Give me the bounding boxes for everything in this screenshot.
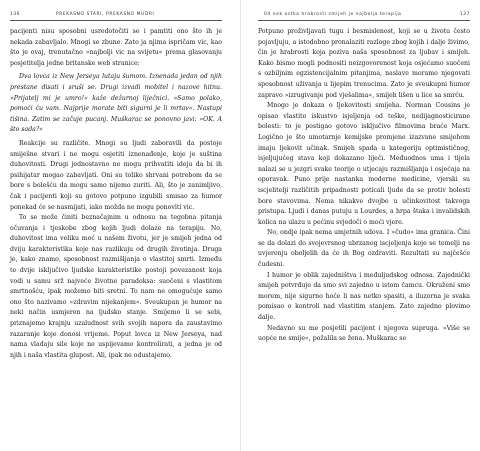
right-page-number: 137 xyxy=(459,12,470,17)
paragraph: Mnogo je dokaza o ljekovitosti smijeha. Norman Cousins je opisao vlastito iskustvo isjeljenja od teške, nedijagnosticirane bolesti: to je postigao gotovo isključivo filmovima braće Marx. Logično je što umotarnje kemijske promjene izazvane smijehom imaju ljekovit učinak. Smijeh spada u kategoriju optimističnog, isjeljujućeg stava koji dokazano liječi. Međuodnos uma i tijela nalazi se u jezgri svake teorije o utjecaju razmišljanja i osjećaja na oporavak. Puno prije nastanka moderne medicine, vjerski su iscjelitelji različitih pripadnosti poticali ljude da se protiv bolesti bore stavovima. Nema nikakve dvojbe u učinkovitost takvoga pristupa. Ljudi i danas putuju u Lourdes, a hrpa štaka i invalidskih kolica na ulazu u pećinu svjedoči o moći vjere. xyxy=(258,102,470,226)
right-running-head: 04 nek ostka hrabrosti smijeh je najbolja terapija xyxy=(264,12,402,17)
gutter xyxy=(240,0,241,451)
paragraph: pacijenti nisu sposobni usredotočiti se i pamtiti ono što ih je nekada zabavljalo. Mnogi se zbune. Zato ja njima ispričam vic, kao što je ovaj, trenutačno »najbolji vic na svijetu« prema glasovanju posjetitelja jedne britanske web stranice: xyxy=(10,28,222,67)
right-page-header xyxy=(258,10,470,21)
right-page-body xyxy=(258,27,470,345)
left-page xyxy=(10,10,222,361)
left-page-body xyxy=(10,27,222,361)
left-page-header xyxy=(10,10,222,21)
paragraph: No, ondje ipak nema umjetnih udova. I »čudo« ima granica. Čini se da dolazi do svojevrsnog ubrzanog iscjeljenja koje se temelji na uvjerenju oboljelih da će ih Bog ozdraviti. Rezultati su najčešće čudesni. xyxy=(258,229,470,269)
paragraph: Nedavno su me posjetili pacijent i njegova supruga. »Više se uopće ne smije«, požalila se žena. Muškarac se xyxy=(258,324,470,343)
paragraph: Reakcije su različite. Mnogi su ljudi zaboravili da postoje smiješne stvari i ne mogu osjetiti iznenađenje, koje je suština duhovitosti. Drugi jednostavno ne mogu prihvatiti ideju da bi ih psihijatar mogao zabavljati. Oni su toliko shrvani potrebom da se bore s bolešću da mogu samo nijemo zuriti. Ali, što je zanimljivo, čak i pacijenti koji su gotovo potpuno izgubili smisao za humor ponekad će se nasmijati, iako možda ne mogu ponoviti vic. xyxy=(10,139,222,211)
paragraph: I humor je oblik zajedništva i međuljudskog odnosa. Zajednički smijeh potvrđuje da smo svi zajedno u istom čamcu. Okruženi smo morem, nije sigurno hoće li nas netko spasiti, a iluzorna je svaka pomisao o kontroli nad vlastitim stanjem. Zato zajedno plovimo dalje. xyxy=(258,271,470,322)
joke-quote: Dva lovca iz New Jerseya lutaju šumom. Iznenada jedan od njih prestane disati i sruši se. Drugi izvadi mobitel i nazove hitnu. »Prijatelj mi je umro!« kaže dežurnoj liječnici. »Samo polako, pomoći ću vam. Najprije morate biti sigurni je li mrtav«. Nastupi tišina. Zatim se začuje pucanj. Muškarac se ponovno javi: »OK. A što sada?« xyxy=(10,73,222,134)
paragraph: To se može činiti beznačajnim u odnosu na tegobna pitanja očuvanja i tjeskobe zbog kojih ljudi dolaze na terapiju. No, duhovitost ima veliku moć u našem životu, jer je smijeh jedna od dviju karakteristika koje nas razlikuju od drugih životinja. Druga je, kako znamo, sposobnost razmišljanja o vlastitoj smrti. Između te dvije isključivo ljudske karakteristike postoji povezanost koja vodi u samu srž najveće životne paradoksa: suočeni s vlastitom smrtnošću, ipak možemo biti sretni. To nam ne omogućuje samo ono što nazivamo »zdravim nijekanjem«. Sveukupan je humor na neki način usmjeren na ljudsko stanje. Smijemo li se sebi, priznajemo krajnju uzaludnost svih svojih napora da zaustavimo razaranje koje donosi vrijeme. Poput lovca iz New Jerseya, nad nama vladaju sile koje ne uspijevamo kontrolirati, a jedna je od njih i naša vlastita glupost. Ali, ipak ne odustajemo. xyxy=(10,214,222,359)
paragraph: Potpuno proživljavati tugu i besmislenost, koji se u životu često pojavljuju, a istodobno pronalaziti razloge zbog kojih i dalje živimo, čin je hrabrosti koja poziva naša sposobnost za ljubav i smijeh. Kako bismo mogli podnositi neizgovorenost koja osjećamo suočeni s ozbiljnim egzistencijalnim pitanjima, naslave moramo njegovati sposobnost uživanja u lijepim trenucima. Zato je sveukupni humor zapravo »izrugivanje pod vješalima«, smijeh lišen u lice sa smrću. xyxy=(258,28,470,99)
left-page-number: 136 xyxy=(10,12,21,17)
right-page xyxy=(258,10,470,345)
left-running-head: PREKASNO STARI, PREKASNO MUDRI xyxy=(56,12,155,17)
